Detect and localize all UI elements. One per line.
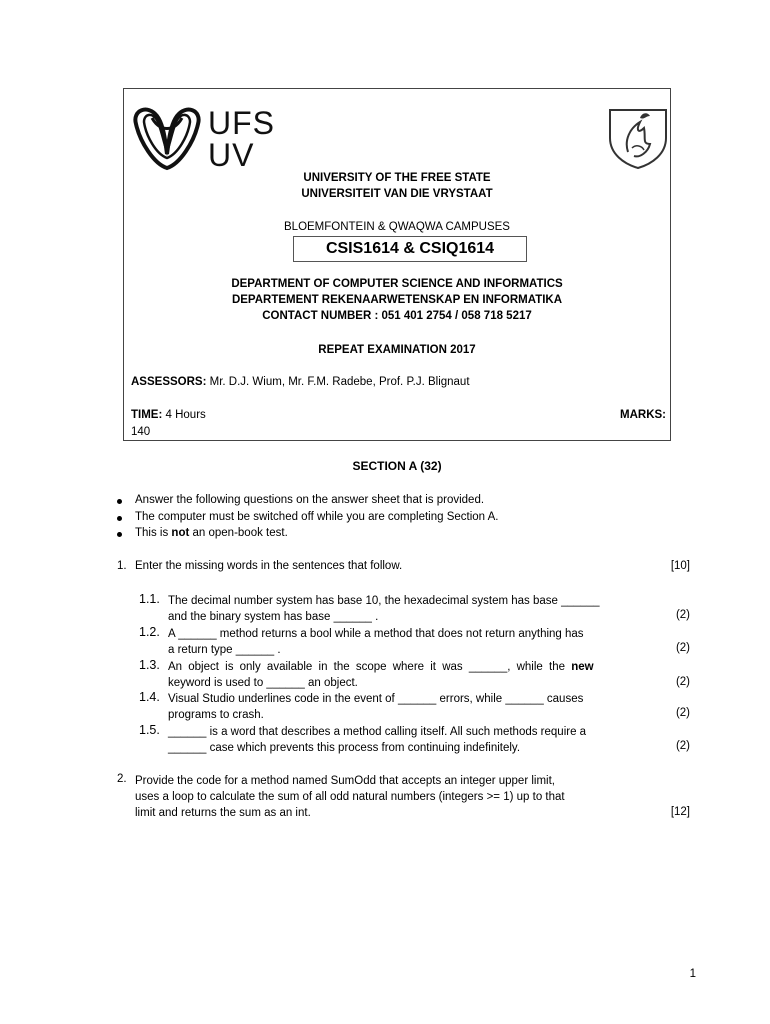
bullet-icon <box>117 499 122 504</box>
sub-question-text <box>168 593 645 625</box>
exam-title: REPEAT EXAMINATION 2017 <box>318 344 476 356</box>
question-2-marks: [12] <box>670 806 690 818</box>
sub-question-marks: (2) <box>675 740 690 752</box>
question-2-line: limit and returns the sum as an int. <box>135 807 311 819</box>
sub-question-number: 1.1. <box>139 592 160 606</box>
assessors-value: Mr. D.J. Wium, Mr. F.M. Radebe, Prof. P.J. Blignaut <box>209 376 470 388</box>
question-2-line: Provide the code for a method named SumOdd that accepts an integer upper limit, <box>135 775 555 787</box>
sub-question-text <box>168 626 645 658</box>
marks-value: 140 <box>131 426 151 438</box>
sub-question-line <box>168 659 645 675</box>
bullet-text-pre: This is <box>135 527 172 539</box>
question-1-number: 1. <box>117 560 127 572</box>
sub-question-text <box>168 724 645 756</box>
sub-question-marks: (2) <box>675 609 690 621</box>
sub-question-line: ______ case which prevents this process from continuing indefinitely. <box>168 742 521 754</box>
question-2-text <box>135 773 635 821</box>
university-crest-icon <box>606 104 670 170</box>
question-1-text: Enter the missing words in the sentences that follow. <box>135 560 403 572</box>
campuses: BLOEMFONTEIN & QWAQWA CAMPUSES <box>284 221 510 233</box>
question-2-line: uses a loop to calculate the sum of all odd natural numbers (integers >= 1) up to that <box>135 791 565 803</box>
sub-question-text <box>168 691 645 723</box>
sub-question-marks: (2) <box>675 642 690 654</box>
page-number: 1 <box>689 968 696 980</box>
sub-question-line-pre: An object is only available in the scope where it was ______, while the <box>168 661 572 673</box>
sub-question-line: a return type ______ . <box>168 644 281 656</box>
university-name-af: UNIVERSITEIT VAN DIE VRYSTAAT <box>301 188 493 200</box>
sub-question-line: Visual Studio underlines code in the event of ______ errors, while ______ causes <box>168 693 584 705</box>
bullet-item <box>135 527 288 539</box>
time-label: TIME: <box>131 409 163 421</box>
ufs-logo-icon <box>130 102 204 172</box>
keyword-new: new <box>571 661 594 673</box>
sub-question-line: A ______ method returns a bool while a method that does not return anything has <box>168 628 584 640</box>
course-code: CSIS1614 & CSIQ1614 <box>293 236 527 262</box>
sub-question-number: 1.5. <box>139 723 160 737</box>
time <box>131 409 206 421</box>
university-name-en: UNIVERSITY OF THE FREE STATE <box>303 172 491 184</box>
department-en: DEPARTMENT OF COMPUTER SCIENCE AND INFORMATICS <box>231 278 563 290</box>
section-title: SECTION A (32) <box>352 459 442 473</box>
bullet-item: Answer the following questions on the answer sheet that is provided. <box>135 494 485 506</box>
bullet-text-post: an open-book test. <box>189 527 288 539</box>
bullet-icon <box>117 532 122 537</box>
time-value: 4 Hours <box>165 409 206 421</box>
sub-question-text <box>168 659 645 691</box>
bullet-text-bold: not <box>171 527 190 539</box>
exam-header-box <box>123 88 671 441</box>
question-2-number: 2. <box>117 773 127 785</box>
assessors <box>131 376 470 388</box>
sub-question-line: The decimal number system has base 10, the hexadecimal system has base ______ <box>168 595 600 607</box>
sub-question-line: and the binary system has base ______ . <box>168 611 379 623</box>
logo-text-uv: UV <box>208 137 255 173</box>
sub-question-number: 1.2. <box>139 625 160 639</box>
question-1-marks: [10] <box>670 560 690 572</box>
assessors-label: ASSESSORS: <box>131 376 207 388</box>
sub-question-line: keyword is used to ______ an object. <box>168 677 358 689</box>
sub-question-marks: (2) <box>675 707 690 719</box>
sub-question-line: programs to crash. <box>168 709 264 721</box>
sub-question-number: 1.3. <box>139 658 160 672</box>
marks-label: MARKS: <box>620 409 666 421</box>
sub-question-number: 1.4. <box>139 690 160 704</box>
bullet-icon <box>117 516 122 521</box>
contact-number: CONTACT NUMBER : 051 401 2754 / 058 718 5217 <box>262 310 532 322</box>
sub-question-marks: (2) <box>675 676 690 688</box>
department-af: DEPARTEMENT REKENAARWETENSKAP EN INFORMATIKA <box>231 294 563 306</box>
logo-text-ufs: UFS <box>208 105 275 141</box>
sub-question-line: ______ is a word that describes a method calling itself. All such methods require a <box>168 726 587 738</box>
bullet-item: The computer must be switched off while you are completing Section A. <box>135 511 499 523</box>
